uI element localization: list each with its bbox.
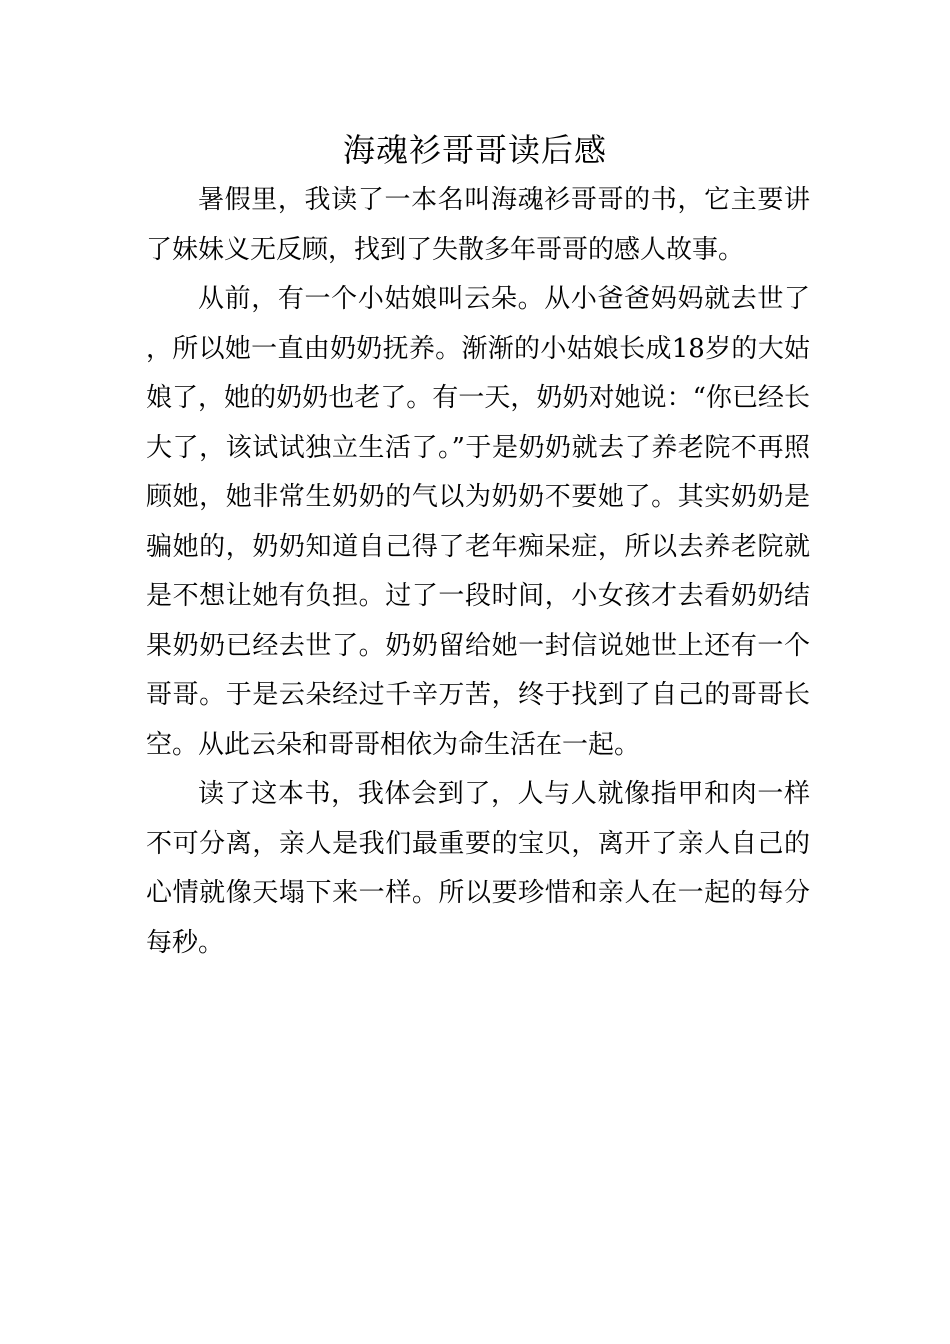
paragraph-reflection: 读了这本书，我体会到了，人与人就像指甲和肉一样不可分离，亲人是我们最重要的宝贝，离开了亲人自己的心情就像天塌下来一样。所以要珍惜和亲人在一起的每分每秒。 <box>146 779 810 958</box>
document-body <box>146 176 810 968</box>
paragraph-story: 从前，有一个小姑娘叫云朵。从小爸爸妈妈就去世了，所以她一直由奶奶抚养。渐渐的小姑娘长成18岁的大姑娘了，她的奶奶也老了。有一天，奶奶对她说：“你已经长大了，该试试独立生活了。”于是奶奶就去了养老院不再照顾她，她非常生奶奶的气以为奶奶不要她了。其实奶奶是骗她的，奶奶知道自己得了老年痴呆症，所以去养老院就是不想让她有负担。过了一段时间，小女孩才去看奶奶结果奶奶已经去世了。奶奶留给她一封信说她世上还有一个哥哥。于是云朵经过千辛万苦，终于找到了自己的哥哥长空。从此云朵和哥哥相依为命生活在一起。 <box>146 284 810 760</box>
paragraph-intro: 暑假里，我读了一本名叫海魂衫哥哥的书，它主要讲了妹妹义无反顾，找到了失散多年哥哥的感人故事。 <box>146 185 810 265</box>
document-title: 海魂衫哥哥读后感 <box>342 131 607 169</box>
